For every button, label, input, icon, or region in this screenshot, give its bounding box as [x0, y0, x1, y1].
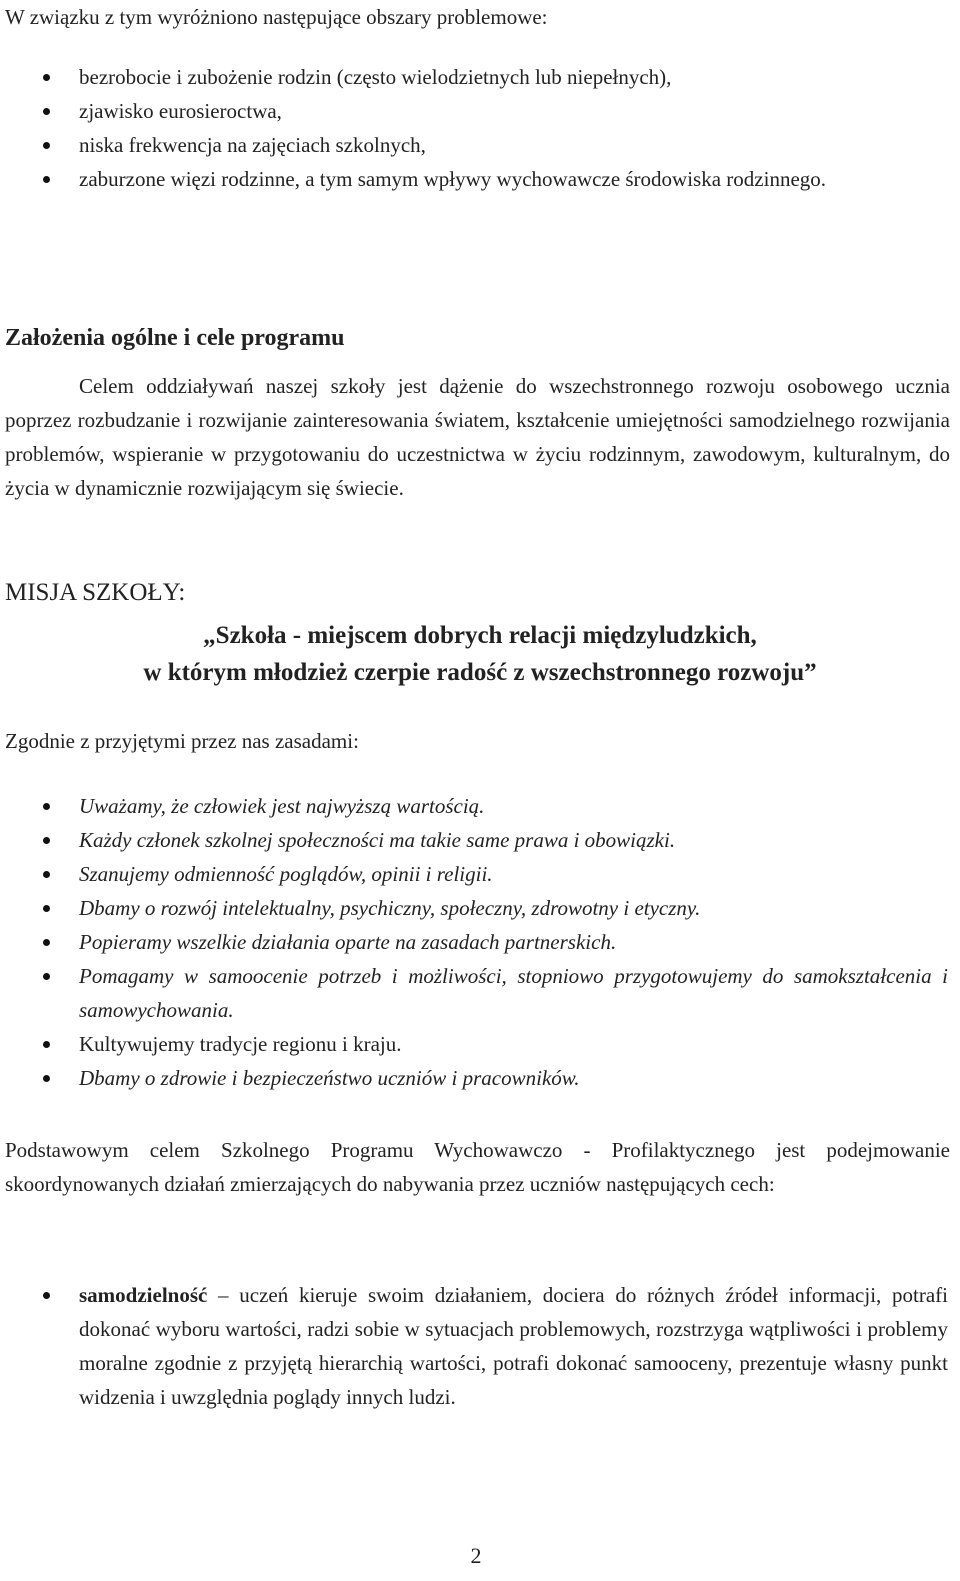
list-item	[0, 162, 950, 196]
list-item	[0, 959, 950, 1027]
list-item-text: zaburzone więzi rodzinne, a tym samym wpływy wychowawcze środowiska rodzinnego.	[79, 167, 827, 191]
motto-line-2: w którym młodzież czerpie radość z wszechstronnego rozwoju”	[143, 659, 817, 686]
list-item	[0, 128, 950, 162]
list-item-text: niska frekwencja na zajęciach szkolnych,	[79, 133, 426, 157]
bullet-icon	[43, 837, 50, 844]
intro-text: W związku z tym wyróżniono następujące obszary problemowe:	[5, 5, 548, 29]
list-item	[0, 823, 950, 857]
list-item-text: Kultywujemy tradycje regionu i kraju.	[79, 1032, 402, 1056]
list-item	[0, 925, 950, 959]
bullet-icon	[43, 1292, 50, 1299]
bullet-icon	[43, 803, 50, 810]
motto-line-1: „Szkoła - miejscem dobrych relacji międzyludzkich,	[203, 622, 757, 649]
rules-list	[0, 789, 950, 1095]
list-item	[0, 94, 950, 128]
main-goal-paragraph: Podstawowym celem Szkolnego Programu Wychowawczo - Profilaktycznego jest podejmowanie skoordynowanych działań zmierzających do nabywania przez uczniów następujących cech:	[5, 1138, 950, 1196]
list-item-text: Uważamy, że człowiek jest najwyższą wartością.	[79, 794, 485, 818]
bullet-icon	[43, 74, 50, 81]
list-item	[0, 1278, 950, 1414]
bullet-icon	[43, 973, 50, 980]
bullet-icon	[43, 176, 50, 183]
bullet-icon	[43, 108, 50, 115]
trait-term: samodzielność	[79, 1283, 208, 1307]
bullet-icon	[43, 905, 50, 912]
list-item	[0, 789, 950, 823]
bullet-icon	[43, 1041, 50, 1048]
list-item-text: Dbamy o zdrowie i bezpieczeństwo uczniów i pracowników.	[79, 1066, 580, 1090]
list-item-text: Każdy członek szkolnej społeczności ma takie same prawa i obowiązki.	[79, 828, 676, 852]
list-item	[0, 1061, 950, 1095]
problem-areas-list	[0, 60, 950, 196]
list-item-text: Pomagamy w samoocenie potrzeb i możliwości, stopniowo przygotowujemy do samokształcenia i samowychowania.	[79, 964, 948, 1022]
list-item	[0, 891, 950, 925]
goal-paragraph: Celem oddziaływań naszej szkoły jest dążenie do wszechstronnego rozwoju osobowego ucznia poprzez rozbudzanie i rozwijanie zainteresowania światem, kształcenie umiejętności samodzielnego rozwijania problemów, wspieranie w przygotowaniu do uczestnictwa w życiu rodzinnym, zawodowym, kulturalnym, do życia w dynamicznie rozwijającym się świecie.	[5, 374, 950, 500]
list-item-text: bezrobocie i zubożenie rodzin (często wielodzietnych lub niepełnych),	[79, 65, 672, 89]
list-item-text: Popieramy wszelkie działania oparte na zasadach partnerskich.	[79, 930, 617, 954]
traits-list	[0, 1278, 950, 1414]
rules-intro-text: Zgodnie z przyjętymi przez nas zasadami:	[5, 729, 359, 753]
bullet-icon	[43, 1075, 50, 1082]
mission-label: MISJA SZKOŁY:	[5, 579, 186, 606]
bullet-icon	[43, 939, 50, 946]
page-number: 2	[470, 1543, 482, 1568]
bullet-icon	[43, 142, 50, 149]
trait-description: – uczeń kieruje swoim działaniem, dociera do różnych źródeł informacji, potrafi dokonać wyboru wartości, radzi sobie w sytuacjach problemowych, rozstrzyga wątpliwości i problemy moralne zgodnie z przyjętą hierarchią wartości, potrafi dokonać samooceny, prezentuje własny punkt widzenia i uwzględnia poglądy innych ludzi.	[79, 1283, 948, 1409]
mission-motto	[0, 617, 960, 691]
list-item	[0, 60, 950, 94]
list-item-text: Szanujemy odmienność poglądów, opinii i religii.	[79, 862, 493, 886]
list-item	[0, 857, 950, 891]
list-item	[0, 1027, 950, 1061]
list-item-text: zjawisko eurosieroctwa,	[79, 99, 282, 123]
bullet-icon	[43, 871, 50, 878]
section-heading: Założenia ogólne i cele programu	[5, 324, 345, 351]
list-item-text: Dbamy o rozwój intelektualny, psychiczny, społeczny, zdrowotny i etyczny.	[79, 896, 701, 920]
